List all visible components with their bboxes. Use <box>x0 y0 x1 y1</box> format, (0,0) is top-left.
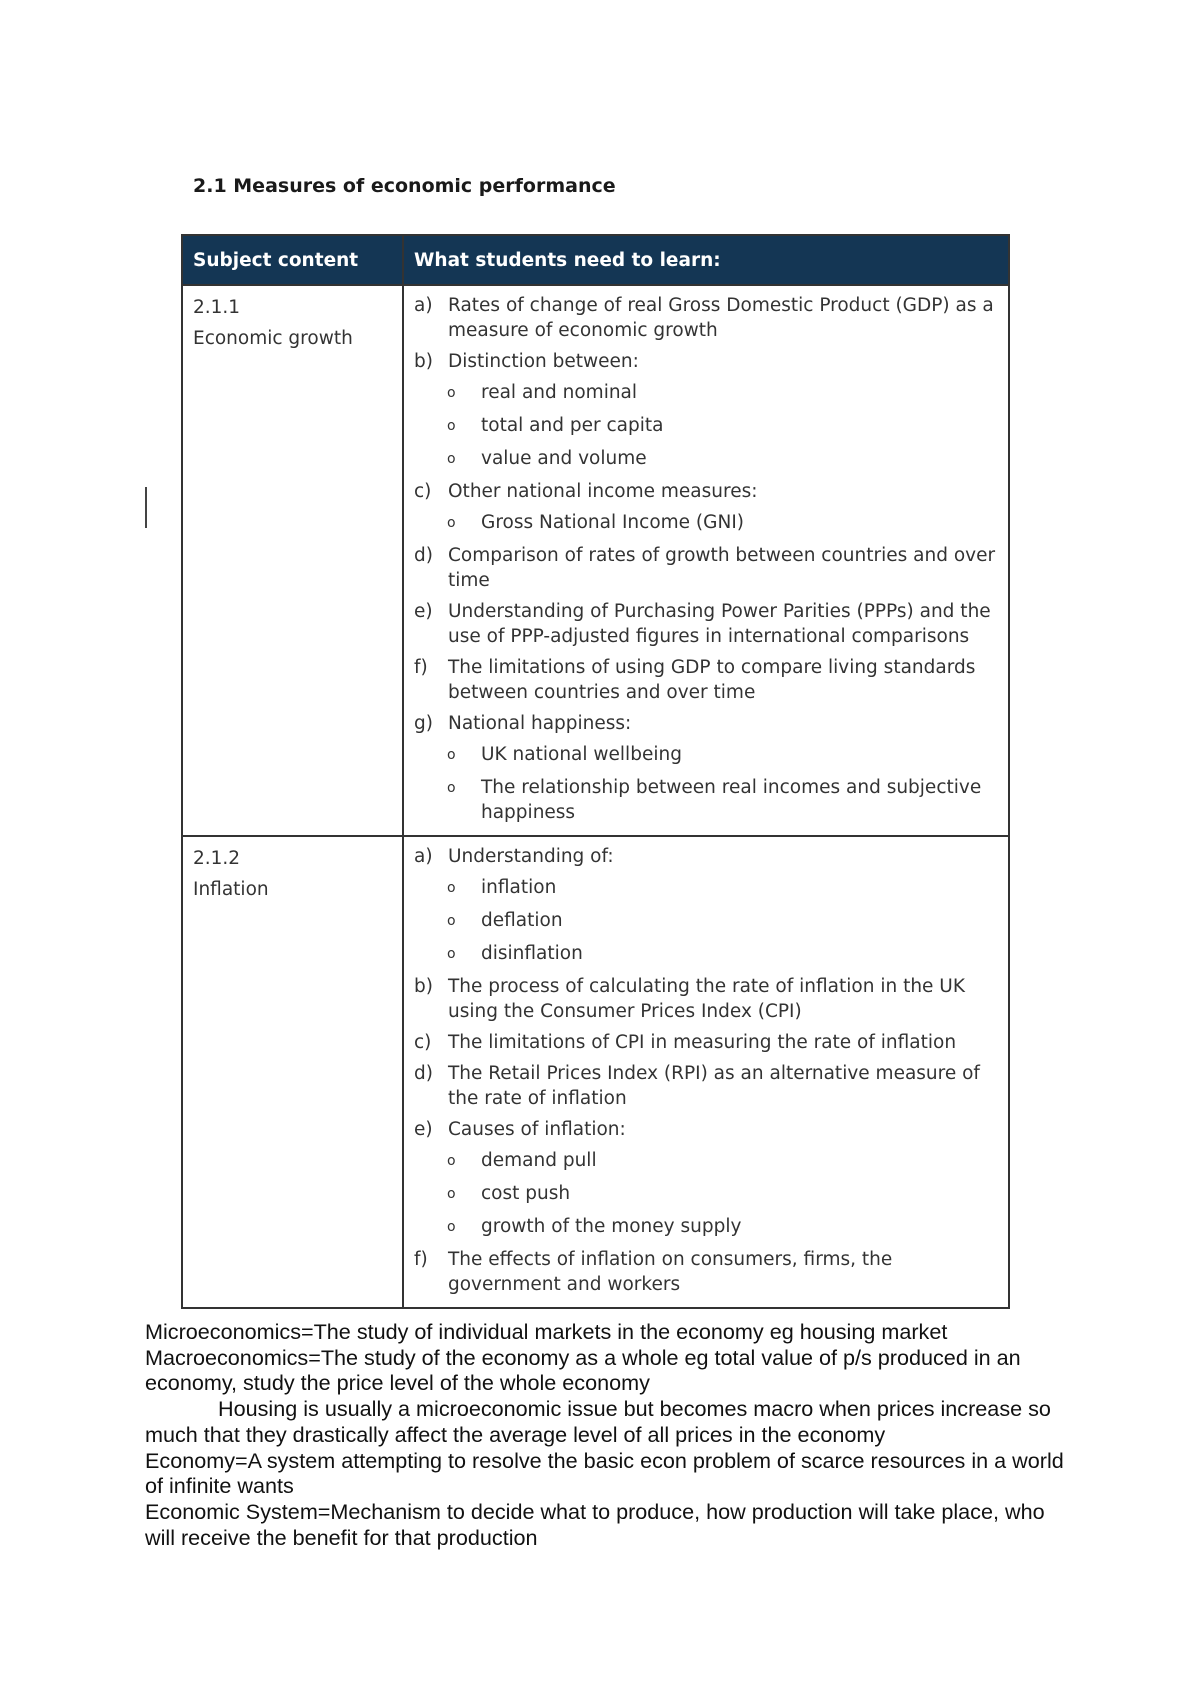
item-letter: b) <box>414 351 433 372</box>
subitem-text: value and volume <box>481 448 647 469</box>
item-letter: c) <box>414 1032 432 1053</box>
item-letter: d) <box>414 545 433 566</box>
learning-item <box>414 711 998 736</box>
note-housing: Housing is usually a microeconomic issue but becomes macro when prices increase so much that they drastically affect the average level of all prices in the economy <box>145 1396 1051 1447</box>
margin-mark <box>145 487 147 528</box>
header-subject-content: Subject content <box>182 235 403 285</box>
section-title: 2.1 Measures of economic performance <box>193 175 616 197</box>
subitem-text: growth of the money supply <box>481 1216 742 1237</box>
circle-bullet-icon: o <box>447 1219 456 1235</box>
circle-bullet-icon: o <box>447 913 456 929</box>
learning-subitem <box>414 742 998 769</box>
learning-subitem <box>414 1214 998 1241</box>
subitem-text: total and per capita <box>481 415 664 436</box>
item-letter: a) <box>414 295 433 316</box>
learning-cell <box>403 836 1009 1308</box>
subitem-text: Gross National Income (GNI) <box>481 512 745 533</box>
learning-item <box>414 293 998 343</box>
subject-topic: Inflation <box>193 879 269 900</box>
subitem-text: demand pull <box>481 1150 597 1171</box>
spec-table <box>181 234 1010 1309</box>
circle-bullet-icon: o <box>447 451 456 467</box>
item-text: The process of calculating the rate of inflation in the UK using the Consumer Prices Index (CPI) <box>448 976 965 1022</box>
circle-bullet-icon: o <box>447 780 456 796</box>
item-text: Comparison of rates of growth between countries and over time <box>448 545 996 591</box>
note-macroeconomics: Macroeconomics=The study of the economy as a whole eg total value of p/s produced in an economy, study the price level of the whole economy <box>145 1344 1021 1396</box>
item-text: Rates of change of real Gross Domestic Product (GDP) as a measure of economic growth <box>448 295 994 341</box>
learning-item <box>414 599 998 649</box>
table-body <box>182 285 1009 1308</box>
item-letter: f) <box>414 1249 428 1270</box>
item-text: Distinction between: <box>448 351 639 372</box>
circle-bullet-icon: o <box>447 418 456 434</box>
item-letter: b) <box>414 976 433 997</box>
item-letter: c) <box>414 481 432 502</box>
item-text: The effects of inflation on consumers, firms, the government and workers <box>448 1249 893 1295</box>
subitem-text: deflation <box>481 910 563 931</box>
learning-item <box>414 1117 998 1142</box>
learning-subitem <box>414 413 998 440</box>
learning-subitem <box>414 446 998 473</box>
learning-subitem <box>414 380 998 407</box>
learning-item <box>414 655 998 705</box>
learning-subitem <box>414 908 998 935</box>
item-text: The limitations of CPI in measuring the rate of inflation <box>448 1032 957 1053</box>
learning-subitem <box>414 1181 998 1208</box>
header-what-to-learn: What students need to learn: <box>403 235 1009 285</box>
item-letter: a) <box>414 846 433 867</box>
learning-item <box>414 543 998 593</box>
item-letter: d) <box>414 1063 433 1084</box>
circle-bullet-icon: o <box>447 515 456 531</box>
circle-bullet-icon: o <box>447 880 456 896</box>
item-letter: f) <box>414 657 428 678</box>
subitem-text: UK national wellbeing <box>481 744 682 765</box>
table-row <box>182 285 1009 836</box>
learning-item <box>414 844 998 869</box>
learning-subitem <box>414 1148 998 1175</box>
subitem-text: cost push <box>481 1183 571 1204</box>
subitem-text: The relationship between real incomes and subjective happiness <box>481 777 982 823</box>
learning-cell <box>403 285 1009 836</box>
item-letter: e) <box>414 1119 433 1140</box>
learning-item <box>414 479 998 504</box>
subitem-text: real and nominal <box>481 382 638 403</box>
note-economic-system: Economic System=Mechanism to decide what to produce, how production will take place, who will receive the benefit for that production <box>145 1498 1045 1550</box>
item-letter: e) <box>414 601 433 622</box>
learning-item <box>414 1247 998 1297</box>
subject-code: 2.1.2 <box>193 848 241 869</box>
learning-item <box>414 349 998 374</box>
subitem-text: inflation <box>481 877 557 898</box>
item-text: Causes of inflation: <box>448 1119 626 1140</box>
subject-cell <box>182 285 403 836</box>
note-economy: Economy=A system attempting to resolve the basic econ problem of scarce resources in a world of infinite wants <box>145 1447 1064 1499</box>
note-microeconomics: Microeconomics=The study of individual markets in the economy eg housing market <box>145 1319 948 1344</box>
circle-bullet-icon: o <box>447 946 456 962</box>
circle-bullet-icon: o <box>447 1153 456 1169</box>
subject-code: 2.1.1 <box>193 297 241 318</box>
item-text: Understanding of: <box>448 846 614 867</box>
item-text: Understanding of Purchasing Power Parities (PPPs) and the use of PPP-adjusted figures in international comparisons <box>448 601 991 647</box>
circle-bullet-icon: o <box>447 747 456 763</box>
item-text: The limitations of using GDP to compare living standards between countries and over time <box>448 657 976 703</box>
learning-subitem <box>414 775 998 825</box>
item-letter: g) <box>414 713 433 734</box>
circle-bullet-icon: o <box>447 1186 456 1202</box>
table-header-row <box>182 235 1009 285</box>
learning-item <box>414 1030 998 1055</box>
item-text: National happiness: <box>448 713 632 734</box>
learning-item <box>414 1061 998 1111</box>
item-text: Other national income measures: <box>448 481 758 502</box>
notes-section <box>145 1319 1065 1550</box>
learning-subitem <box>414 875 998 902</box>
circle-bullet-icon: o <box>447 385 456 401</box>
subitem-text: disinflation <box>481 943 583 964</box>
learning-subitem <box>414 941 998 968</box>
learning-subitem <box>414 510 998 537</box>
item-text: The Retail Prices Index (RPI) as an alternative measure of the rate of inflation <box>448 1063 980 1109</box>
subject-cell <box>182 836 403 1308</box>
learning-item <box>414 974 998 1024</box>
table-row <box>182 836 1009 1308</box>
subject-topic: Economic growth <box>193 328 353 349</box>
